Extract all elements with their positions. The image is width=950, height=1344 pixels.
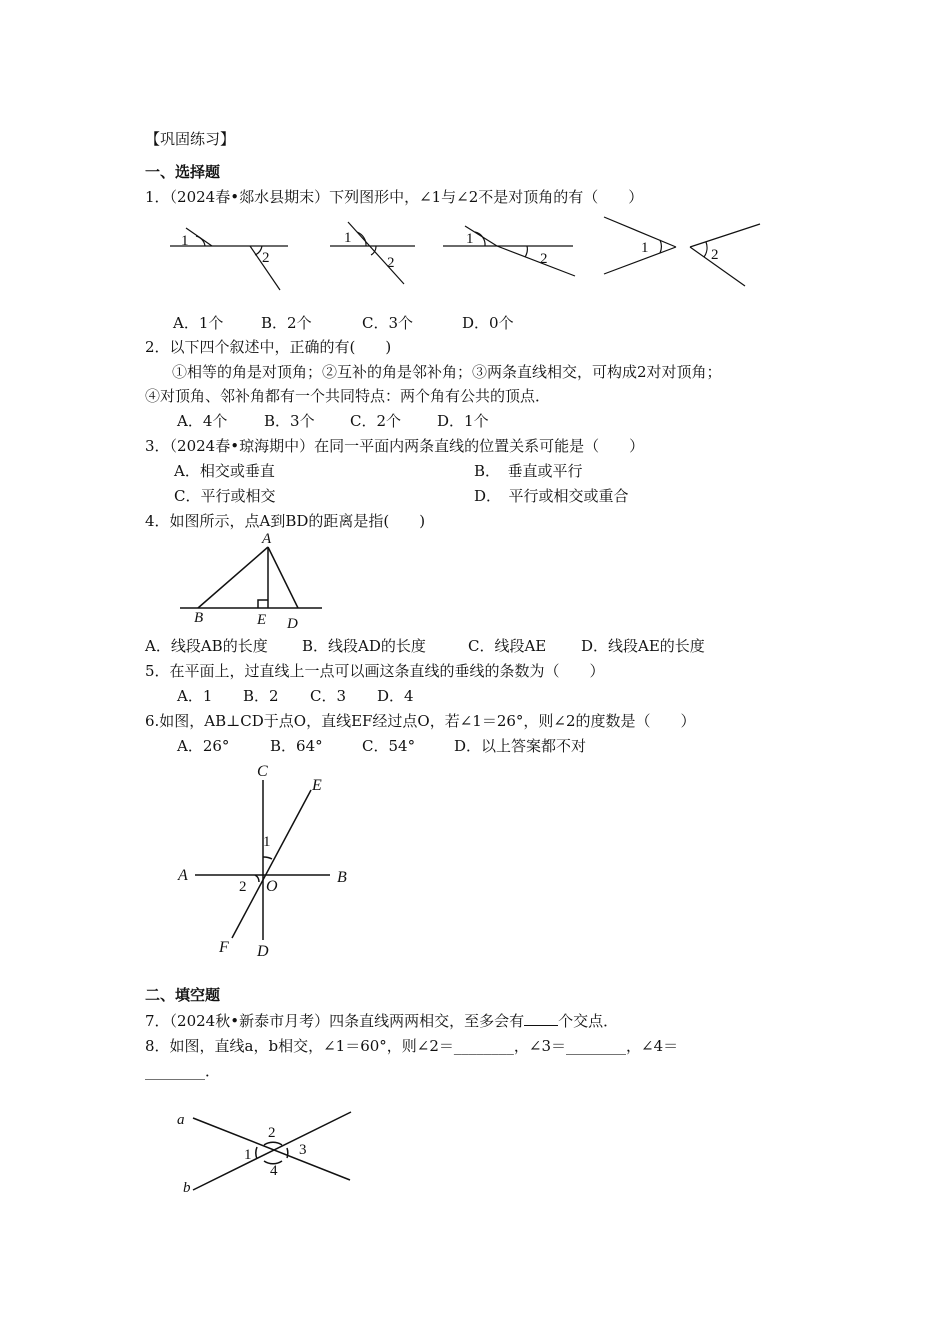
- q4-option-a[interactable]: A．线段AB的长度: [145, 637, 268, 655]
- q6-label-2: 2: [239, 879, 247, 895]
- q6-option-c[interactable]: C．54°: [362, 737, 416, 755]
- q1-option-c[interactable]: C．3个: [362, 314, 414, 332]
- q6-label-e: E: [312, 777, 322, 794]
- q3-option-b[interactable]: B． 垂直或平行: [474, 462, 583, 480]
- q8-label-b: b: [183, 1180, 191, 1196]
- q2-statements-1: ①相等的角是对顶角；②互补的角是邻补角；③两条直线相交，可构成2对对顶角；: [172, 363, 722, 381]
- q4-label-a: A: [262, 531, 272, 547]
- q5-option-b[interactable]: B．2: [243, 687, 279, 705]
- q6-label-c: C: [257, 763, 268, 780]
- q1-fig1-label-1: 1: [181, 233, 189, 249]
- q6-option-d[interactable]: D．以上答案都不对: [454, 737, 587, 755]
- q3-option-a[interactable]: A．相交或垂直: [174, 462, 275, 480]
- section-fill-title: 二、填空题: [145, 986, 221, 1004]
- q1-fig2-label-2: 2: [387, 255, 395, 271]
- q1-fig3-label-2: 2: [540, 251, 548, 267]
- q6-label-o: O: [266, 878, 278, 895]
- q8-label-a: a: [177, 1112, 185, 1128]
- q1-option-d[interactable]: D．0个: [462, 314, 514, 332]
- q4-option-c[interactable]: C．线段AE: [468, 637, 547, 655]
- q6-label-1: 1: [263, 834, 271, 850]
- q8-label-3: 3: [299, 1142, 307, 1158]
- q5-text: 5．在平面上，过直线上一点可以画这条直线的垂线的条数为（ ）: [145, 662, 605, 680]
- q1-fig1-label-2: 2: [262, 250, 270, 266]
- q6-text: 6.如图，AB⊥CD于点O，直线EF经过点O，若∠1＝26°，则∠2的度数是（ ）: [145, 712, 696, 730]
- q4-option-b[interactable]: B．线段AD的长度: [302, 637, 426, 655]
- q6-option-a[interactable]: A．26°: [177, 737, 230, 755]
- q6-option-b[interactable]: B．64°: [270, 737, 323, 755]
- q8-text-continued: ________．: [145, 1062, 221, 1080]
- q3-option-d[interactable]: D． 平行或相交或重合: [474, 487, 629, 505]
- q5-option-a[interactable]: A．1: [177, 687, 213, 705]
- q8-label-4: 4: [270, 1163, 278, 1179]
- q7-text-before: 7．（2024秋•新泰市月考）四条直线两两相交，至多会有: [145, 1012, 525, 1030]
- q1-option-a[interactable]: A．1个: [173, 314, 224, 332]
- q6-label-f: F: [219, 939, 229, 956]
- q8-label-2: 2: [268, 1125, 276, 1141]
- q8-label-1: 1: [244, 1147, 252, 1163]
- q2-option-c[interactable]: C．2个: [350, 412, 402, 430]
- q6-label-d: D: [257, 943, 269, 960]
- q1-fig4-label-2: 2: [711, 247, 719, 263]
- section-choice-title: 一、选择题: [145, 163, 221, 181]
- q4-label-d: D: [287, 616, 298, 632]
- q1-text: 1．（2024春•郯水县期末）下列图形中，∠1与∠2不是对顶角的有（ ）: [145, 188, 644, 206]
- q1-fig3-label-1: 1: [466, 231, 474, 247]
- q1-option-b[interactable]: B．2个: [261, 314, 312, 332]
- q4-label-b: B: [194, 610, 204, 626]
- q1-fig2-label-1: 1: [344, 230, 352, 246]
- q4-option-d[interactable]: D．线段AE的长度: [581, 637, 705, 655]
- q3-text: 3．（2024春•琼海期中）在同一平面内两条直线的位置关系可能是（ ）: [145, 437, 645, 455]
- q2-option-b[interactable]: B．3个: [264, 412, 315, 430]
- q8-text: 8．如图，直线a，b相交，∠1＝60°，则∠2＝________，∠3＝________，∠4＝: [145, 1037, 679, 1055]
- q2-text: 2．以下四个叙述中，正确的有( ): [145, 338, 392, 356]
- header: 【巩固练习】: [145, 130, 236, 148]
- q5-option-c[interactable]: C．3: [310, 687, 347, 705]
- q4-text: 4．如图所示，点A到BD的距离是指( ): [145, 512, 426, 530]
- q1-fig4-label-1: 1: [641, 240, 649, 256]
- q2-option-a[interactable]: A．4个: [177, 412, 228, 430]
- q4-label-e: E: [257, 612, 267, 628]
- q6-label-a: A: [178, 867, 188, 884]
- q2-option-d[interactable]: D．1个: [437, 412, 489, 430]
- q3-option-c[interactable]: C．平行或相交: [174, 487, 276, 505]
- q2-statements-2: ④对顶角、邻补角都有一个共同特点：两个角有公共的顶点．: [145, 387, 551, 405]
- q6-label-b: B: [337, 869, 347, 886]
- q7-text-after: 个交点．: [558, 1012, 619, 1030]
- q5-option-d[interactable]: D．4: [377, 687, 414, 705]
